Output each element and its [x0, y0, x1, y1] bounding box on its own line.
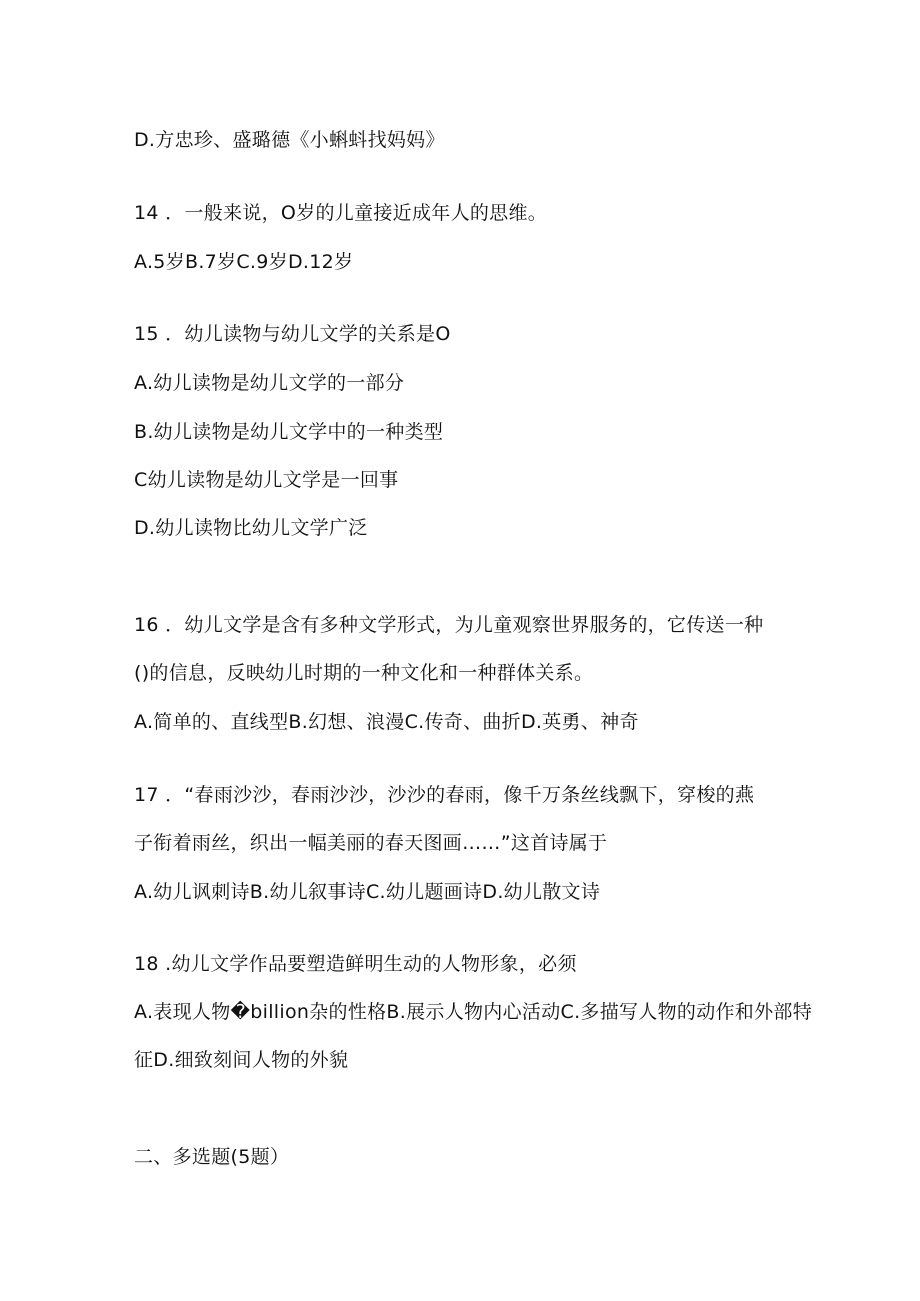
q13-option-d: D.方忠珍、盛璐德《小蝌蚪找妈妈》 — [134, 129, 445, 151]
q15-option-b: B.幼儿读物是幼儿文学中的一种类型 — [134, 421, 444, 443]
q18-stem: 18 .幼儿文学作品要塑造鲜明生动的人物形象，必须 — [134, 953, 577, 975]
q15-option-a: A.幼儿读物是幼儿文学的一部分 — [134, 372, 405, 394]
section2-heading: 二、多选题(5题） — [134, 1146, 290, 1168]
q17-stem-line1: 17 ．“春雨沙沙，春雨沙沙，沙沙的春雨，像千万条丝线飘下，穿梭的燕 — [134, 784, 755, 806]
q15-option-d: D.幼儿读物比幼儿文学广泛 — [134, 517, 368, 539]
q16-stem-line2: ()的信息，反映幼儿时期的一种文化和一种群体关系。 — [134, 662, 594, 684]
q17-stem-line2: 子衔着雨丝，织出一幅美丽的春天图画……”这首诗属于 — [134, 832, 608, 854]
q16-options: A.简单的、直线型B.幻想、浪漫C.传奇、曲折D.英勇、神奇 — [134, 711, 639, 733]
q18-options-line2: 征D.细致刻间人物的外貌 — [134, 1049, 349, 1071]
q14-stem: 14 ．一般来说，O岁的儿童接近成年人的思维。 — [134, 202, 548, 224]
q17-options: A.幼儿讽刺诗B.幼儿叙事诗C.幼儿题画诗D.幼儿散文诗 — [134, 881, 601, 903]
q16-stem-line1: 16 ．幼儿文学是含有多种文学形式，为儿童观察世界服务的，它传送一种 — [134, 614, 764, 636]
q15-option-c: C幼儿读物是幼儿文学是一回事 — [134, 469, 399, 491]
q18-options-line1: A.表现人物�billion杂的性格B.展示人物内心活动C.多描写人物的动作和外部特 — [134, 1001, 813, 1023]
q15-stem: 15 ．幼儿读物与幼儿文学的关系是O — [134, 323, 451, 345]
q14-options: A.5岁B.7岁C.9岁D.12岁 — [134, 251, 354, 273]
